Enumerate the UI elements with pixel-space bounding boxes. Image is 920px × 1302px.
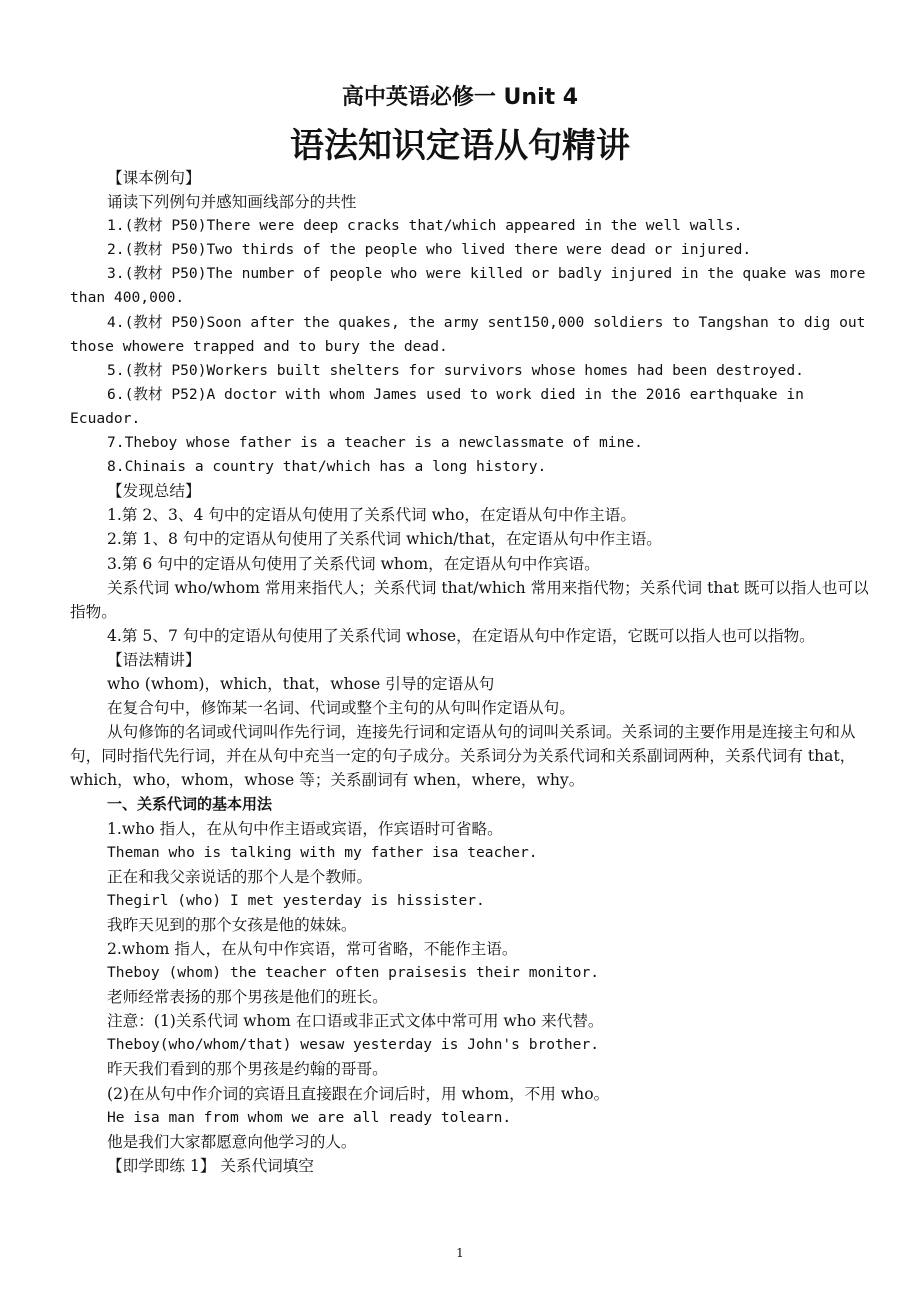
example-sentence: Theboy(who/whom/that) wesaw yesterday is John's brother. [107, 1036, 600, 1054]
translation: 昨天我们看到的那个男孩是约翰的哥哥。 [107, 1060, 388, 1079]
example-sentence: 8.Chinais a country that/which has a long history. [107, 458, 547, 476]
example-sentence: Thegirl (who) I met yesterday is hissister. [107, 891, 485, 909]
translation: 老师经常表扬的那个男孩是他们的班长。 [107, 988, 388, 1007]
subsection-heading: 一、关系代词的基本用法 [107, 795, 273, 814]
example-sentence: 4.(教材 P50)Soon after the quakes, the army sent150,000 soldiers to Tangshan to dig out those whowere trapped and to bury the dead. [70, 313, 866, 355]
paragraph: (2)在从句中作介词的宾语且直接跟在介词后时，用 whom，不用 who。 [107, 1084, 610, 1103]
paragraph: 在复合句中，修饰某一名词、代词或整个主句的从句叫作定语从句。 [107, 699, 575, 718]
section-heading: 【课本例句】 [107, 169, 201, 187]
paragraph: who (whom)，which，that，whose 引导的定语从句 [107, 674, 495, 693]
paragraph: 2.whom 指人，在从句中作宾语，常可省略，不能作主语。 [107, 940, 518, 958]
paragraph: 1.who 指人，在从句中作主语或宾语，作宾语时可省略。 [107, 819, 503, 838]
section-heading: 【发现总结】 [107, 482, 201, 501]
paragraph: 诵读下列例句并感知画线部分的共性 [107, 193, 357, 212]
example-sentence: 3.(教材 P50)The number of people who were killed or badly injured in the quake was more than 400,000. [70, 265, 866, 307]
paragraph: 2.第 1、8 句中的定语从句使用了关系代词 which/that，在定语从句中作主语。 [107, 530, 662, 549]
example-sentence: He isa man from whom we are all ready tolearn. [107, 1108, 512, 1126]
example-sentence: 7.Theboy whose father is a teacher is a newclassmate of mine. [107, 434, 643, 452]
paragraph: 3.第 6 句中的定语从句使用了关系代词 whom，在定语从句中作宾语。 [107, 554, 600, 573]
example-sentence: Theboy (whom) the teacher often praisesis their monitor. [107, 964, 600, 982]
paragraph: 1.第 2、3、4 句中的定语从句使用了关系代词 who，在定语从句中作主语。 [107, 506, 636, 525]
example-sentence: 2.(教材 P50)Two thirds of the people who lived there were dead or injured. [107, 241, 752, 259]
example-sentence: 6.(教材 P52)A doctor with whom James used to work died in the 2016 earthquake in Ecuador. [70, 385, 804, 427]
section-heading: 【即学即练 1】 关系代词填空 [107, 1156, 314, 1175]
translation: 正在和我父亲说话的那个人是个教师。 [107, 867, 373, 886]
title-line-1: 高中英语必修一 Unit 4 [341, 85, 579, 110]
paragraph: 注意：(1)关系代词 whom 在口语或非正式文体中常可用 who 来代替。 [107, 1012, 604, 1031]
document-body [70, 166, 870, 1178]
paragraph: 4.第 5、7 句中的定语从句使用了关系代词 whose，在定语从句中作定语，它既可以指人也可以指物。 [107, 626, 815, 645]
translation: 他是我们大家都愿意向他学习的人。 [107, 1132, 357, 1151]
example-sentence: 5.(教材 P50)Workers built shelters for survivors whose homes had been destroyed. [107, 361, 804, 379]
paragraph: 关系代词 who/whom 常用来指代人；关系代词 that/which 常用来指代物；关系代词 that 既可以指人也可以指物。 [70, 578, 869, 621]
translation: 我昨天见到的那个女孩是他的妹妹。 [107, 915, 357, 934]
page-number: 1 [456, 1246, 464, 1260]
example-sentence: Theman who is talking with my father isa teacher. [107, 843, 538, 861]
paragraph: 从句修饰的名词或代词叫作先行词，连接先行词和定语从句的词叫关系词。关系词的主要作用是连接主句和从句，同时指代先行词，并在从句中充当一定的句子成分。关系词分为关系代词和关系副词两种，关系代词有 that，which，who，whom，whose 等；关系副词有 when，where，why。 [70, 723, 856, 790]
title-line-2: 语法知识定语从句精讲 [290, 126, 630, 166]
example-sentence: 1.(教材 P50)There were deep cracks that/which appeared in the well walls. [107, 217, 743, 235]
section-heading: 【语法精讲】 [107, 650, 201, 669]
